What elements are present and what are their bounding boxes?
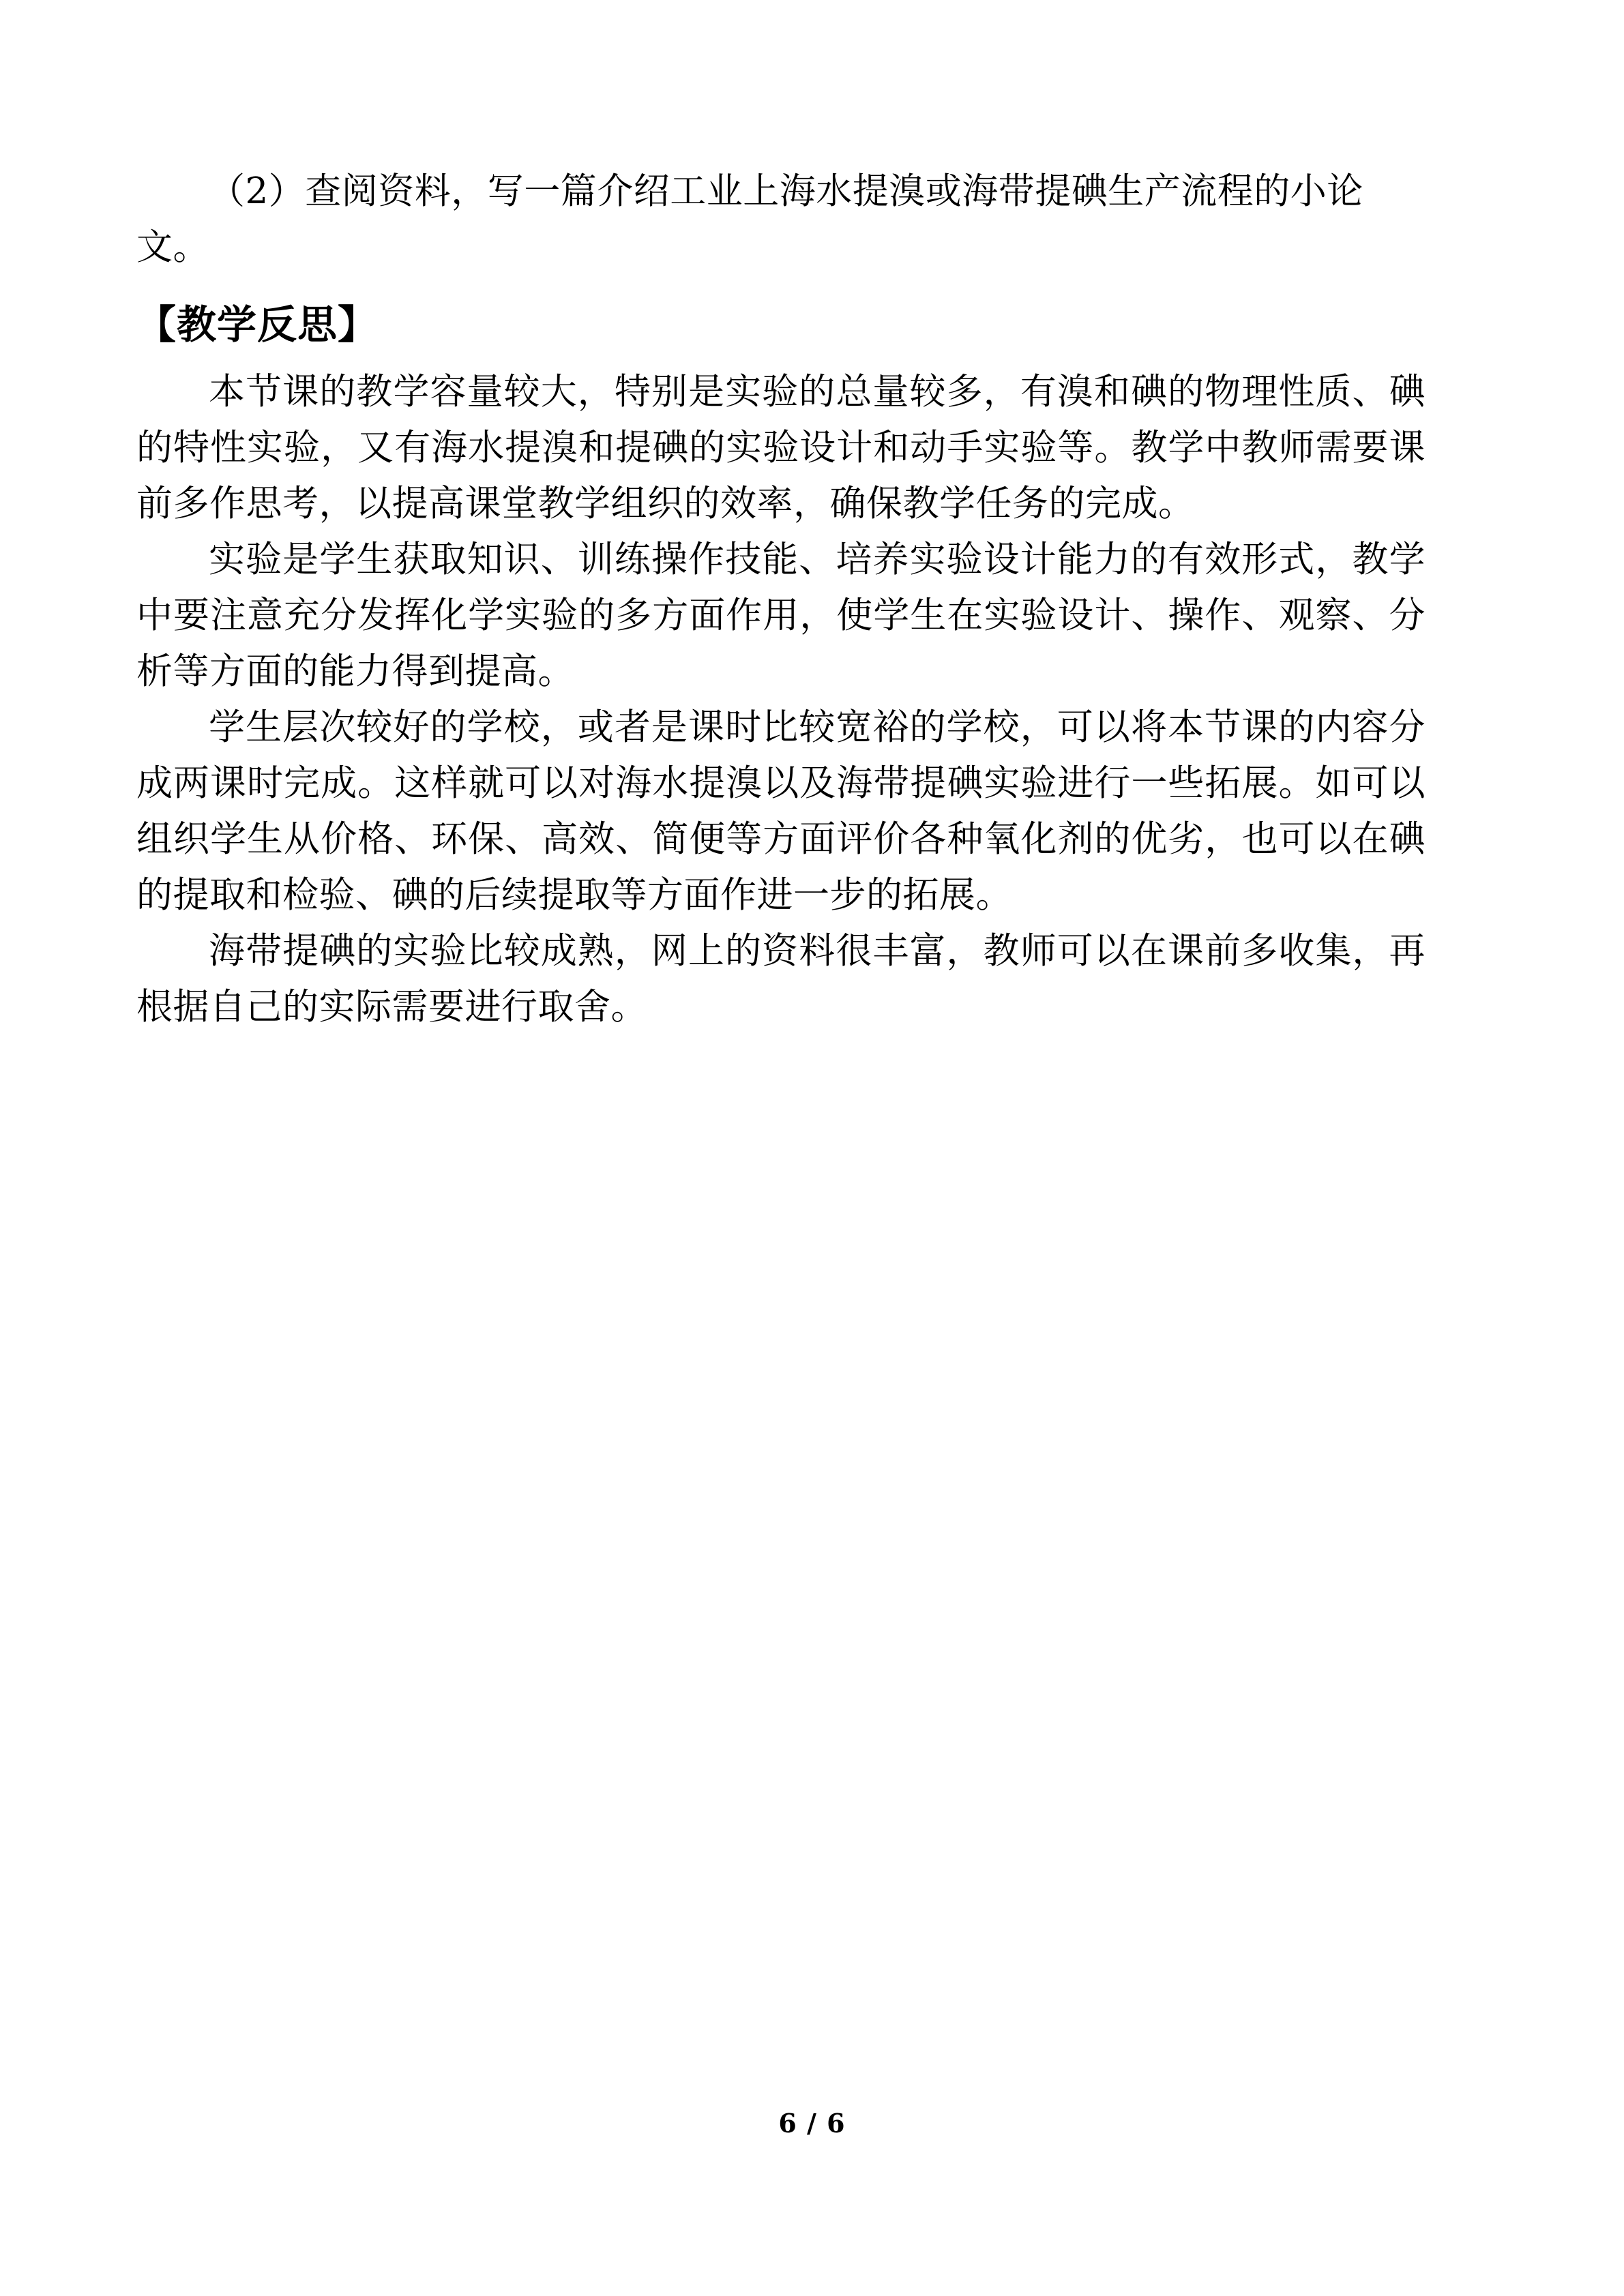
section-heading-teaching-reflection: 【教学反思】 — [136, 301, 379, 348]
reflection-body — [136, 364, 1426, 1035]
page-number-footer: 6 / 6 — [778, 2108, 846, 2138]
paragraph: 学生层次较好的学校，或者是课时比较宽裕的学校，可以将本节课的内容分成两课时完成。这样就可以对海水提溴以及海带提碘实验进行一些拓展。如可以组织学生从价格、环保、高效、简便等方面评价各种氧化剂的优劣，也可以在碘的提取和检验、碘的后续提取等方面作进一步的拓展。 — [136, 706, 1426, 916]
page-content — [136, 164, 1426, 1035]
numbered-list-item-2: （2）查阅资料，写一篇介绍工业上海水提溴或海带提碘生产流程的小论文。 — [136, 170, 1363, 268]
paragraph: 本节课的教学容量较大，特别是实验的总量较多，有溴和碘的物理性质、碘的特性实验，又有海水提溴和提碘的实验设计和动手实验等。教学中教师需要课前多作思考，以提高课堂教学组织的效率，确保教学任务的完成。 — [136, 371, 1426, 524]
paragraph: 海带提碘的实验比较成熟，网上的资料很丰富，教师可以在课前多收集，再根据自己的实际需要进行取舍。 — [136, 930, 1426, 1028]
paragraph: 实验是学生获取知识、训练操作技能、培养实验设计能力的有效形式，教学中要注意充分发挥化学实验的多方面作用，使学生在实验设计、操作、观察、分析等方面的能力得到提高。 — [136, 539, 1426, 692]
